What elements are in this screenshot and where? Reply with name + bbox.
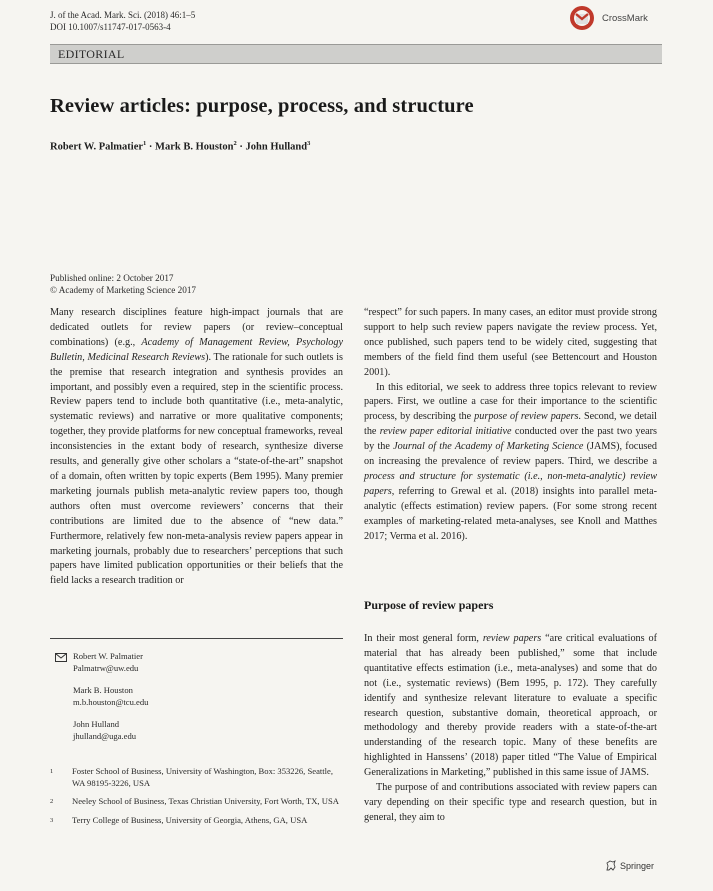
body-paragraph: “respect” for such papers. In many cases, an editor must provide strong support to help such review papers navigate the review process. Yet, once published, such papers tend to be widely cited, suggesting that members of the field find them useful (see Bettencourt and Houston 2001).	[364, 307, 657, 378]
doi[interactable]: DOI 10.1007/s11747-017-0563-4	[50, 22, 171, 32]
body-right-column-bottom	[364, 632, 657, 826]
journal-reference	[50, 9, 195, 33]
contact-name: John Hulland	[73, 719, 120, 729]
body-text: Many research disciplines feature high-impact journals that are dedicated outlets for review papers (or review–conceptual combinations) (e.g.,	[50, 307, 343, 348]
body-left-column	[50, 306, 343, 589]
body-paragraph	[50, 306, 343, 589]
section-type-label: EDITORIAL	[58, 47, 125, 61]
crossmark-badge[interactable]	[566, 4, 648, 32]
author-name: John Hulland	[245, 141, 308, 153]
contact-email[interactable]: Palmatrw@uw.edu	[73, 662, 139, 673]
author-separator: ·	[236, 141, 246, 153]
springer-horse-icon	[605, 860, 617, 872]
contact-email[interactable]: m.b.houston@tcu.edu	[73, 696, 149, 707]
italic-phrase: purpose of review papers	[474, 411, 579, 423]
affiliation-item	[50, 796, 345, 808]
affiliation-text: Neeley School of Business, Texas Christian University, Fort Worth, TX, USA	[72, 796, 339, 806]
affiliation-number: 1	[50, 768, 54, 775]
author-name: Robert W. Palmatier	[50, 141, 144, 153]
body-text: In their most general form,	[364, 633, 483, 644]
body-text: conducted over the past two years by the	[364, 426, 657, 453]
body-text: , referring to Grewal et al. (2018) insights into parallel meta-analytic (effects estimation) review papers. (For some strong recent examples of marketing-related meta-analyses, see Knoll and Matthes 2017; Verma et al. 2016).	[364, 485, 657, 542]
author-affiliation-marker: 2	[233, 140, 237, 147]
author-affiliation-marker: 1	[143, 140, 147, 147]
author-list	[50, 140, 310, 153]
contact-name: Robert W. Palmatier	[73, 651, 143, 661]
italic-phrase: review papers	[482, 633, 542, 644]
section-type-bar	[50, 44, 662, 64]
publication-info	[50, 272, 196, 296]
footnote-divider	[50, 638, 343, 639]
italic-phrase: Journal of the Academy of Marketing Science	[393, 441, 584, 453]
crossmark-icon	[566, 4, 598, 32]
body-paragraph	[364, 632, 657, 781]
body-right-column-top	[364, 306, 657, 545]
published-online-date: Published online: 2 October 2017	[50, 273, 174, 283]
contact-name: Mark B. Houston	[73, 685, 133, 695]
italic-phrase: process and structure for systematic (i.e., non-meta-analytic) review papers	[364, 470, 657, 497]
author-affiliation-marker: 3	[307, 140, 311, 147]
contact-entry	[73, 719, 345, 742]
body-text: “are critical evaluations of material that has already been published,” some that include quantitative effects estimation (i.e., meta-analyses) and some that do not (i.e., systematic reviews) (Bem 1995, p. 172). They carefully identify and synthesize relevant literature to evaluate a specific research question, substantive domain, theoretical approach, or methodology and thereby provide readers with a state-of-the-art understanding of the research topic. Many of these benefits are highlighted in Hanssens’ (2018) paper titled “The Value of Empirical Generalizations in Marketing,” published in this same issue of JAMS.	[364, 633, 657, 779]
publisher-mark	[605, 860, 654, 872]
author-separator: ·	[146, 141, 156, 153]
journal-citation: J. of the Acad. Mark. Sci. (2018) 46:1–5	[50, 10, 196, 20]
body-text: . Second, we detail the	[364, 411, 658, 438]
publisher-name: Springer	[620, 861, 655, 871]
affiliation-item	[50, 815, 345, 827]
author-contacts	[55, 651, 345, 753]
affiliation-text: Terry College of Business, University of Georgia, Athens, GA, USA	[72, 814, 308, 825]
contact-email[interactable]: jhulland@uga.edu	[73, 730, 137, 741]
contact-entry	[55, 651, 345, 674]
section-heading: Purpose of review papers	[364, 598, 494, 612]
body-paragraph: The purpose of and contributions associated with review papers can vary depending on their specific type and research question, but in general, they aim to	[364, 782, 657, 823]
crossmark-label: CrossMark	[602, 12, 648, 24]
affiliation-text: Foster School of Business, University of Washington, Box: 353226, Seattle, WA 98195-3226, USA	[72, 766, 334, 788]
envelope-icon	[55, 653, 67, 662]
copyright-notice: © Academy of Marketing Science 2017	[50, 285, 197, 295]
affiliation-item	[50, 766, 345, 789]
affiliation-number: 3	[50, 816, 54, 824]
italic-phrase: review paper editorial initiative	[379, 426, 512, 438]
article-title: Review articles: purpose, process, and structure	[50, 95, 474, 117]
affiliation-list	[50, 766, 345, 833]
body-text: In this editorial, we seek to address three topics relevant to review papers. First, we outline a case for their importance to the scientific process, by describing the	[364, 381, 657, 423]
body-text: (JAMS), focused on increasing the prevalence of review papers. Third, we describe a	[364, 441, 657, 468]
journal-names-italic: Academy of Management Review, Psychology Bulletin, Medicinal Research Reviews	[50, 336, 343, 363]
body-text: ). The rationale for such outlets is the premise that research integration and synthesis provides an important, and possibly even a required, step in the scientific process. Review papers tend to include both quantitative (i.e., meta-analytic, systematic reviews) and narrative or more qualitative components; together, they provide platforms for new conceptual frameworks, reveal inconsistencies in the extant body of research, synthesize diverse results, and generally give other scholars a “state-of-the-art” snapshot of a domain, often written by topic experts (Bem 1995). Many premier marketing journals publish meta-analytic review papers too, though authors often must overcome reviewers’ concerns that their contributions are limited due to the absence of “new data.” Furthermore, relatively few non-meta-analysis review papers appear in marketing journals, probably due to researchers’ perceptions that such papers have limited publication opportunities or their beliefs that the field lacks a research tradition or	[50, 351, 343, 587]
author-name: Mark B. Houston	[155, 141, 234, 153]
affiliation-number: 2	[50, 798, 54, 805]
body-paragraph	[364, 381, 657, 545]
contact-entry	[73, 685, 345, 708]
